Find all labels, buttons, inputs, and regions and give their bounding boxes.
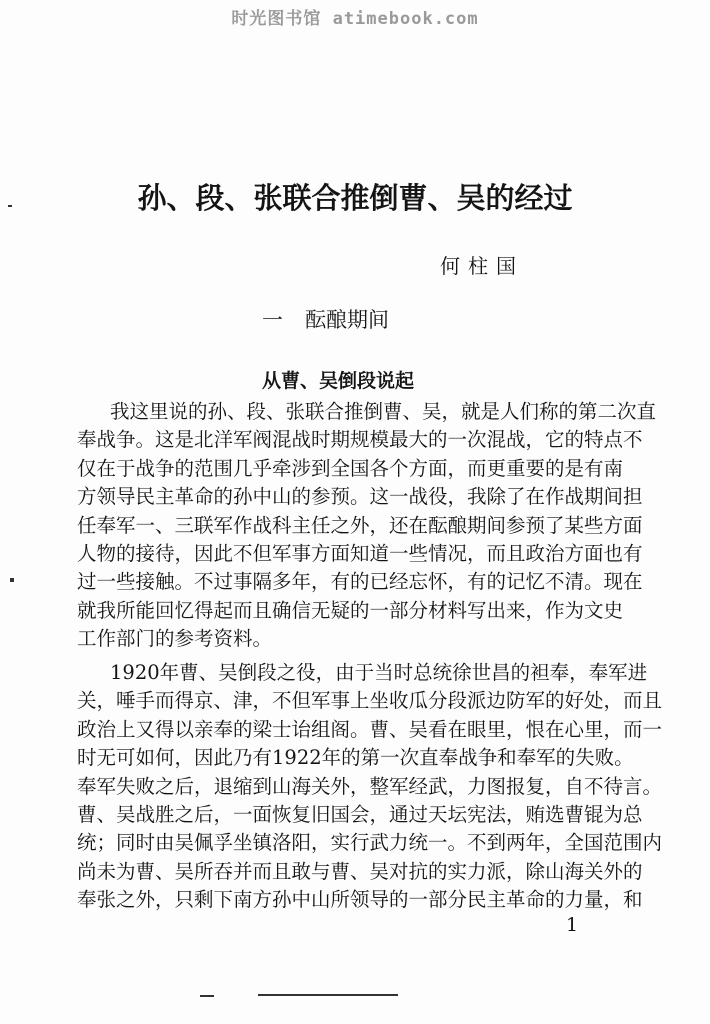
text-line: 奉战争。这是北洋军阀混战时期规模最大的一次混战，它的特点不 <box>77 428 643 452</box>
text-line: 曹、吴战胜之后，一面恢复旧国会，通过天坛宪法，贿选曹锟为总 <box>77 803 643 826</box>
text-line: 我这里说的孙、段、张联合推倒曹、吴，就是人们称的第二次直 <box>110 400 657 423</box>
text-line: 方领导民主革命的孙中山的参预。这一战役，我除了在作战期间担 <box>77 485 643 509</box>
article-title: 孙、段、张联合推倒曹、吴的经过 <box>137 181 573 215</box>
text-line: 工作部门的参考资料。 <box>77 627 273 651</box>
section-title: 酝酿期间 <box>305 308 389 332</box>
text-line: 就我所能回忆得起而且确信无疑的一部分材料写出来，作为文史 <box>77 598 624 622</box>
section-number: 一 <box>262 308 283 332</box>
scan-mark <box>8 205 12 207</box>
text-line: 尚未为曹、吴所吞并而且敢与曹、吴对抗的实力派，除山海关外的 <box>77 859 643 883</box>
scan-mark <box>258 994 398 996</box>
text-line: 任奉军一、三联军作战科主任之外，还在酝酿期间参预了某些方面 <box>77 513 643 537</box>
text-line: 时无可如何，因此乃有1922年的第一次直奉战争和奉军的失败。 <box>77 746 634 770</box>
text-line: 关，唾手而得京、津，不但军事上坐收瓜分段派边防军的好处，而且 <box>77 689 663 713</box>
section-heading <box>262 304 411 334</box>
text-line: 统；同时由吴佩孚坐镇洛阳，实行武力统一。不到两年，全国范围内 <box>77 831 663 855</box>
scan-mark <box>10 578 14 582</box>
subheading: 从曹、吴倒段说起 <box>262 370 415 392</box>
scan-mark <box>200 995 214 997</box>
text-line: 1920年曹、吴倒段之役，由于当时总统徐世昌的袒奉，奉军进 <box>110 661 648 684</box>
watermark: 时光图书馆 atimebook.com <box>231 9 479 29</box>
text-line: 人物的接待，因此不但军事方面知道一些情况，而且政治方面也有 <box>77 542 643 565</box>
author: 何柱国 <box>440 254 524 278</box>
text-line: 奉张之外，只剩下南方孙中山所领导的一部分民主革命的力量，和 <box>77 888 643 912</box>
page-number: 1 <box>566 914 579 936</box>
text-line: 过一些接触。不过事隔多年，有的已经忘怀，有的记忆不清。现在 <box>77 570 643 594</box>
text-line: 政治上又得以亲奉的梁士诒组阁。曹、吴看在眼里，恨在心里，而一 <box>77 717 663 741</box>
text-line: 奉军失败之后，退缩到山海关外，整军经武，力图报复，自不待言。 <box>77 774 663 798</box>
text-line: 仅在于战争的范围几乎牵涉到全国各个方面，而更重要的是有南 <box>77 456 624 480</box>
